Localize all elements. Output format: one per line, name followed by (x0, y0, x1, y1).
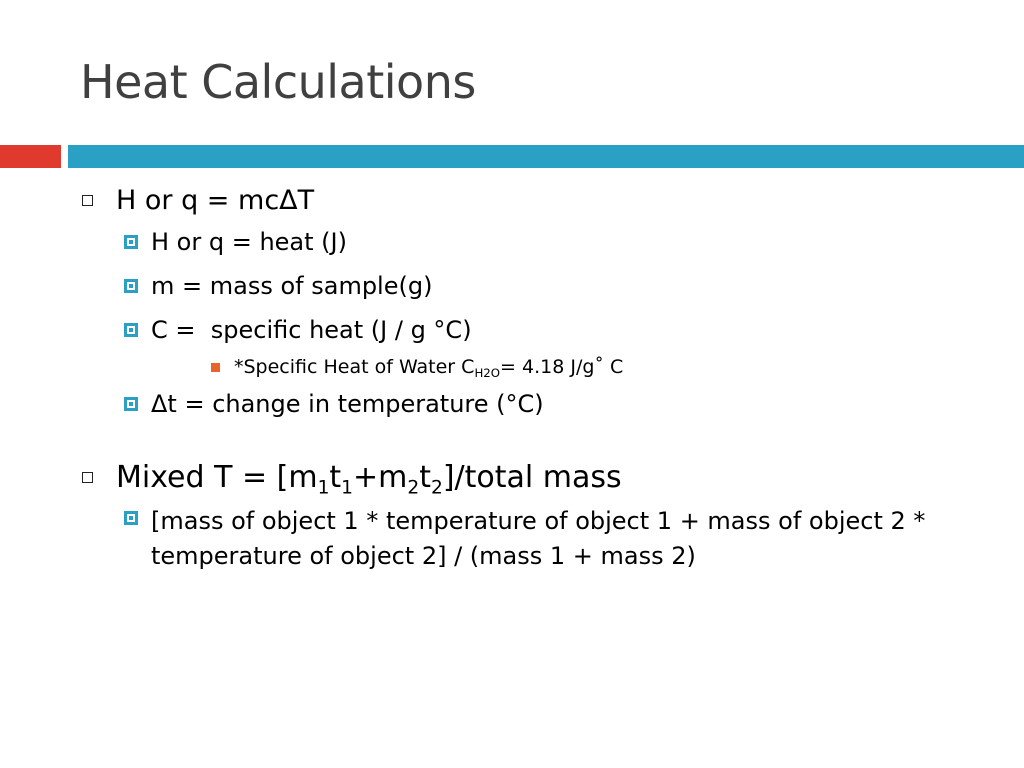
bullet-mixed-explanation (118, 500, 970, 574)
square-bullet-icon (124, 397, 138, 411)
square-bullet-icon (124, 279, 138, 293)
bullet-delta-t-def (118, 382, 970, 426)
mixed-subscript: 1 (317, 477, 330, 499)
bullet-text: H or q = heat (J) (151, 228, 347, 256)
bullet-water-note (209, 352, 970, 382)
slide-title: Heat Calculations (80, 55, 476, 109)
bullet-mass-def (118, 264, 970, 308)
water-note-text: *Specific Heat of Water C (234, 356, 475, 378)
mixed-part: +m (353, 460, 408, 495)
mixed-subscript: 1 (341, 477, 354, 499)
bullet-specific-heat-def (118, 308, 970, 352)
slide-body (80, 182, 970, 574)
bullet-heat-def (118, 220, 970, 264)
bullet-text: H or q = mcΔT (116, 185, 315, 216)
bullet-text: C = specific heat (J / g °C) (151, 316, 472, 344)
mixed-part: t (329, 460, 342, 495)
bullet-text: m = mass of sample(g) (151, 272, 433, 300)
bullet-formula-main (80, 182, 970, 220)
bullet-mixed-temperature (80, 456, 970, 500)
square-bullet-icon (124, 511, 138, 525)
mixed-part: t (419, 460, 431, 495)
water-note-value: = 4.18 J/g˚ C (500, 356, 624, 378)
accent-band-blue (68, 145, 1024, 168)
mixed-part: Mixed T = [m (116, 460, 318, 495)
water-note-subscript: H2O (474, 366, 501, 381)
hollow-square-bullet-icon (82, 472, 93, 483)
square-bullet-icon (124, 235, 138, 249)
filled-square-bullet-icon (211, 363, 220, 372)
square-bullet-icon (124, 323, 138, 337)
bullet-text: Δt = change in temperature (°C) (151, 390, 544, 418)
mixed-subscript: 2 (407, 477, 420, 499)
mixed-part: ]/total mass (442, 460, 622, 495)
accent-band-red (0, 145, 61, 168)
bullet-text: [mass of object 1 * temperature of object 1 + mass of object 2 * temperature of object 2] / (mass 1 + mass 2) (151, 507, 926, 570)
hollow-square-bullet-icon (82, 195, 93, 206)
mixed-subscript: 2 (431, 477, 443, 499)
